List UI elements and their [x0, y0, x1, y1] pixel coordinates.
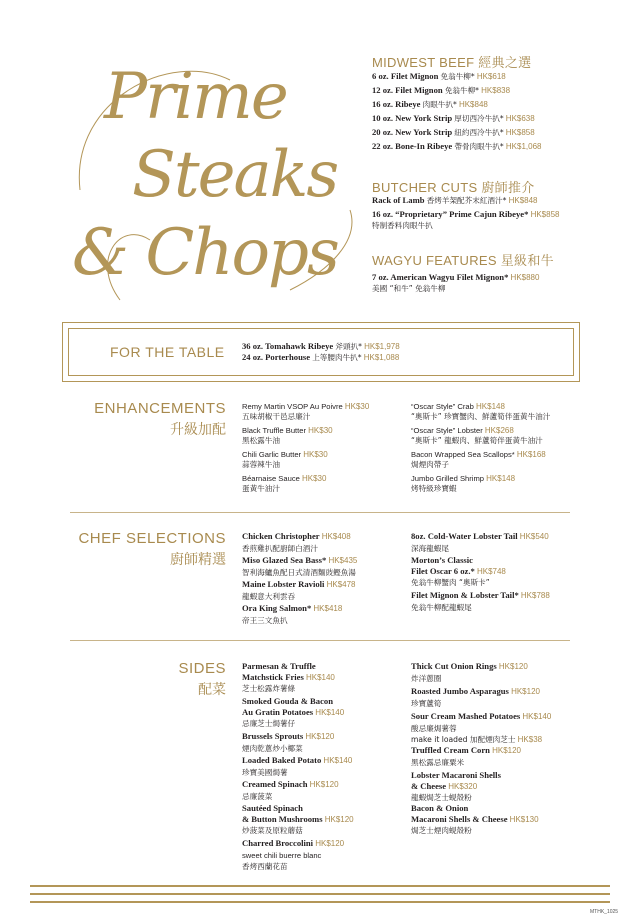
menu-code: MTHK_1025: [590, 909, 619, 915]
section-divider: [70, 640, 570, 641]
title-line-3: & Chops: [72, 216, 338, 290]
menu-item: Jumbo Grilled Shrimp HK$148 烤特級珍寶蝦: [411, 474, 516, 493]
menu-item: Thick Cut Onion Rings HK$120 炸洋蔥圈: [411, 661, 528, 683]
enhancements-heading: ENHANCEMENTS: [94, 400, 226, 417]
menu-item: Bacon & Onion Macaroni Shells & Cheese HK$130 焗芝士煙肉蜆殼粉: [411, 803, 539, 835]
menu-item: Filet Mignon & Lobster Tail* HK$788 免翁牛柳配龍蝦尾: [411, 590, 550, 612]
sides-heading: SIDES: [178, 660, 226, 677]
menu-item: Rack of Lamb 香烤羊架配芥末紅酒汁* HK$848: [372, 195, 538, 205]
menu-item: Charred Broccolini HK$120 sweet chili buerre blanc 香烤西蘭花苗: [242, 838, 345, 871]
menu-item: 22 oz. Bone-In Ribeye 帶骨肉眼牛扒* HK$1,068: [372, 141, 542, 151]
menu-item: Loaded Baked Potato HK$140 珍寶美國焗薯: [242, 755, 353, 777]
menu-item: 7 oz. American Wagyu Filet Mignon* HK$880: [372, 272, 540, 282]
menu-item: 16 oz. Ribeye 肉眼牛扒* HK$848: [372, 99, 488, 109]
menu-item-zh: 特制香料肉眼牛扒: [372, 221, 433, 230]
section-divider: [70, 512, 570, 513]
midwest-heading: MIDWEST BEEF 經典之選: [372, 55, 532, 70]
chef-heading-zh: 廚師精選: [170, 552, 226, 568]
bottom-rule: [30, 893, 610, 895]
menu-item: Morton’s Classic Filet Oscar 6 oz.* HK$748 免翁牛柳蟹肉 “奧斯卡”: [411, 555, 506, 587]
menu-item: “Oscar Style” Lobster HK$268 “奧斯卡” 龍蝦肉、鮮蘆筍伴蛋黃牛油汁: [411, 426, 543, 445]
menu-item: “Oscar Style” Crab HK$148 “奧斯卡” 珍寶蟹肉、鮮蘆筍伴蛋黃牛油汁: [411, 402, 551, 421]
menu-item: Remy Martin VSOP Au Poivre HK$30 五味胡椒干邑忌廉汁: [242, 402, 370, 421]
menu-item: Roasted Jumbo Asparagus HK$120 珍寶蘆筍: [411, 686, 540, 708]
menu-item: Miso Glazed Sea Bass* HK$435 智利海鱸魚配日式清酒麵豉鰹魚湯: [242, 555, 358, 577]
menu-item: Parmesan & Truffle Matchstick Fries HK$140 芝士松露炸薯條: [242, 661, 335, 693]
sides-heading-zh: 配菜: [198, 682, 226, 698]
menu-item: Creamed Spinach HK$120 忌廉菠菜: [242, 779, 339, 801]
menu-item: Ora King Salmon* HK$418 帝王三文魚扒: [242, 603, 343, 625]
menu-item: 16 oz. “Proprietary” Prime Cajun Ribeye* HK$858: [372, 209, 560, 219]
menu-item: Lobster Macaroni Shells & Cheese HK$320 龍蝦焗芝士蜆殼粉: [411, 770, 501, 802]
menu-item-zh: 美國 “和牛” 免翁牛柳: [372, 284, 446, 293]
menu-item: Béarnaise Sauce HK$30 蛋黃牛油汁: [242, 474, 327, 493]
menu-item: 12 oz. Filet Mignon 免翁牛柳* HK$838: [372, 85, 511, 95]
menu-item: Bacon Wrapped Sea Scallops* HK$168 焗煙肉帶子: [411, 450, 546, 469]
menu-item: Black Truffle Butter HK$30 黑松露牛油: [242, 426, 333, 445]
bottom-rule: [30, 885, 610, 887]
wagyu-heading: WAGYU FEATURES 星級和牛: [372, 253, 554, 268]
menu-item: Sour Cream Mashed Potatoes HK$140 酸忌廉焗薯蓉 make it loaded 加配煙肉芝士 HK$38: [411, 711, 552, 744]
for-table-heading: FOR THE TABLE: [110, 344, 225, 360]
title-line-2: Steaks: [132, 138, 338, 212]
menu-item: 20 oz. New York Strip 紐約西冷牛扒* HK$858: [372, 127, 535, 137]
menu-item: Brussels Sprouts HK$120 煙肉乾蔥炒小椰菜: [242, 731, 335, 753]
enhancements-heading-zh: 升級加配: [170, 422, 226, 438]
menu-item: Maine Lobster Ravioli HK$478 龍蝦意大利雲吞: [242, 579, 356, 601]
butcher-heading: BUTCHER CUTS 廚師推介: [372, 180, 535, 195]
menu-item: 10 oz. New York Strip 厚切西冷牛扒* HK$638: [372, 113, 535, 123]
title-line-1: Prime: [104, 60, 287, 134]
menu-item: Truffled Cream Corn HK$120 黑松露忌廉粟米: [411, 745, 521, 767]
menu-item: Sautéed Spinach & Button Mushrooms HK$120 炒菠菜及原粒蘑菇: [242, 803, 354, 835]
script-title: [60, 40, 370, 310]
menu-item: Chicken Christopher HK$408 香煎雞扒配廚師白酒汁: [242, 531, 351, 553]
chef-heading: CHEF SELECTIONS: [78, 530, 226, 547]
bottom-rule: [30, 901, 610, 903]
menu-item: Chili Garlic Butter HK$30 蒜蓉辣牛油: [242, 450, 328, 469]
menu-item: 36 oz. Tomahawk Ribeye 斧頭扒* HK$1,978: [242, 341, 400, 351]
menu-item: 8oz. Cold-Water Lobster Tail HK$540 深海龍蝦尾: [411, 531, 549, 553]
menu-item: 24 oz. Porterhouse 上等腰肉牛扒* HK$1,088: [242, 352, 400, 362]
menu-item: 6 oz. Filet Mignon 免翁牛柳* HK$618: [372, 71, 506, 81]
menu-item: Smoked Gouda & Bacon Au Gratin Potatoes HK$140 忌廉芝士焗薯仔: [242, 696, 345, 728]
